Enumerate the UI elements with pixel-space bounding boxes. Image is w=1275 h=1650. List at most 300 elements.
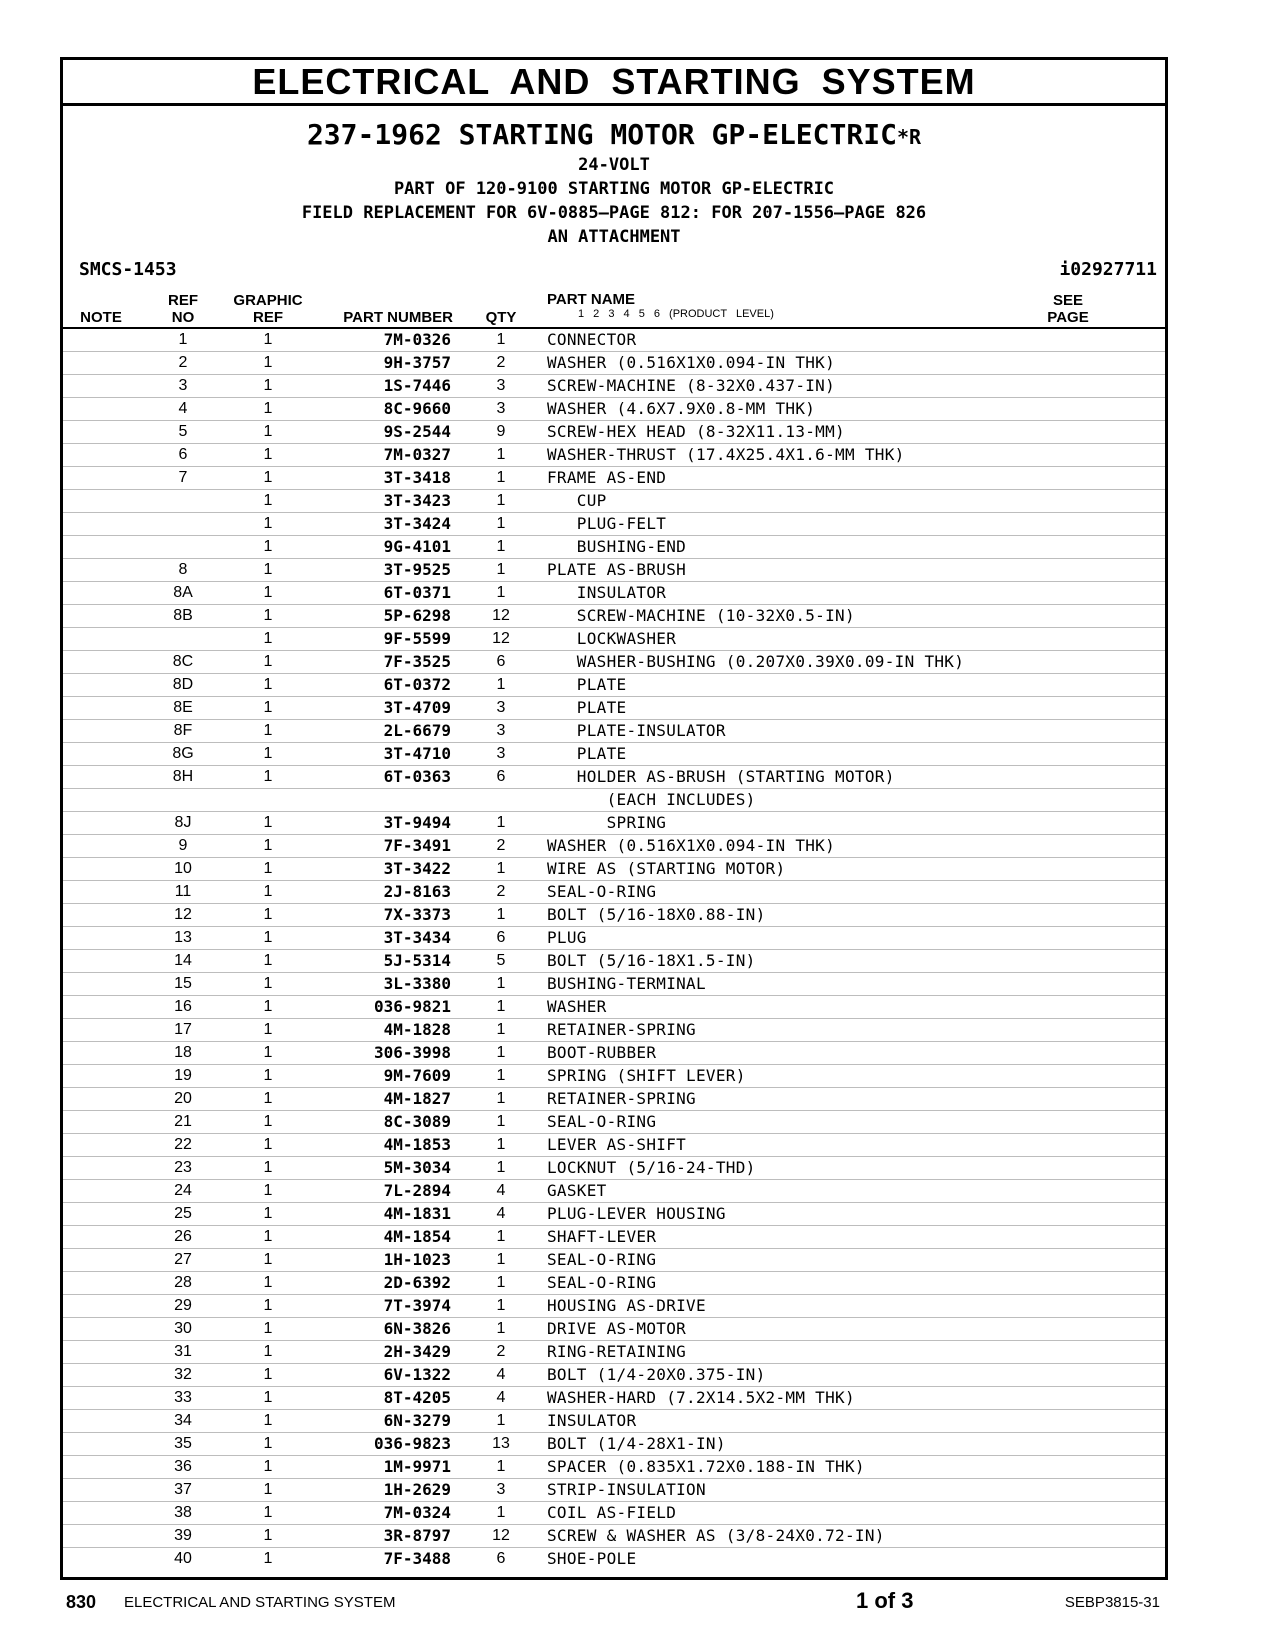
part-number-cell: 7F-3491 (383, 836, 451, 855)
ref-no-cell: 8C (172, 653, 194, 670)
part-number-cell: 1S-7446 (383, 376, 451, 395)
part-number-cell: 3T-3422 (383, 859, 451, 878)
table-row (63, 444, 1165, 467)
graphic-ref-cell: 1 (263, 331, 273, 348)
qty-cell: 1 (496, 561, 506, 578)
table-row (63, 421, 1165, 444)
ref-no-cell: 1 (178, 331, 188, 348)
ref-no-cell: 33 (174, 1389, 192, 1406)
graphic-ref-cell: 1 (263, 952, 273, 969)
table-row (63, 1249, 1165, 1272)
qty-cell: 1 (496, 1320, 506, 1337)
ref-no-cell: 18 (174, 1044, 192, 1061)
qty-cell: 1 (496, 860, 506, 877)
qty-cell: 1 (496, 584, 506, 601)
table-row (63, 490, 1165, 513)
part-number-cell: 4M-1827 (383, 1089, 451, 1108)
part-number-cell: 3L-3380 (383, 974, 451, 993)
table-row (63, 927, 1165, 950)
footer-page-of: 1 of 3 (856, 1588, 914, 1613)
qty-cell: 1 (496, 331, 506, 348)
part-name-cell: WASHER (4.6X7.9X0.8-MM THK) (547, 399, 816, 418)
graphic-ref-cell: 1 (263, 492, 273, 509)
table-row (63, 1479, 1165, 1502)
part-name-cell: STRIP-INSULATION (547, 1480, 706, 1499)
qty-cell: 3 (496, 377, 506, 394)
graphic-ref-cell: 1 (263, 722, 273, 739)
graphic-ref-cell: 1 (263, 1366, 273, 1383)
qty-cell: 2 (496, 354, 506, 371)
part-number-cell: 3T-9525 (383, 560, 451, 579)
graphic-ref-cell: 1 (263, 814, 273, 831)
graphic-ref-cell: 1 (263, 860, 273, 877)
table-row (63, 559, 1165, 582)
ref-no-cell: 21 (174, 1113, 192, 1130)
ref-no-cell: 3 (178, 377, 188, 394)
part-number-cell: 1H-2629 (383, 1480, 451, 1499)
part-name-cell: SCREW-HEX HEAD (8-32X11.13-MM) (547, 422, 845, 441)
ref-no-cell: 10 (174, 860, 192, 877)
table-row (63, 812, 1165, 835)
part-number-cell: 7M-0326 (383, 330, 451, 349)
part-name-cell: SCREW-MACHINE (10-32X0.5-IN) (547, 606, 855, 625)
table-row (63, 743, 1165, 766)
col-see-page-line2: PAGE (1047, 309, 1089, 326)
part-name-cell: SPRING (547, 813, 667, 832)
graphic-ref-cell: 1 (263, 1527, 273, 1544)
graphic-ref-cell: 1 (263, 883, 273, 900)
table-row (63, 766, 1165, 789)
table-row (63, 1065, 1165, 1088)
part-number-cell: 6N-3826 (383, 1319, 451, 1338)
col-see-page-line1: SEE (1052, 292, 1083, 309)
table-row (63, 1502, 1165, 1525)
graphic-ref-cell: 1 (263, 630, 273, 647)
part-number-cell: 9G-4101 (383, 537, 451, 556)
part-number-cell: 4M-1828 (383, 1020, 451, 1039)
part-number-cell: 6T-0372 (383, 675, 451, 694)
table-row (63, 536, 1165, 559)
part-name-cell: PLUG-FELT (547, 514, 667, 533)
part-number-cell: 6N-3279 (383, 1411, 451, 1430)
qty-cell: 1 (496, 1297, 506, 1314)
part-number-cell: 8C-3089 (383, 1112, 451, 1131)
col-graphic-ref-line1: GRAPHIC (233, 292, 303, 309)
graphic-ref-cell: 1 (263, 745, 273, 762)
ref-no-cell: 8B (173, 607, 193, 624)
column-headers (63, 287, 1165, 327)
ref-no-cell: 8G (172, 745, 194, 762)
ref-no-cell: 31 (174, 1343, 192, 1360)
table-row (63, 352, 1165, 375)
part-name-cell: BUSHING-TERMINAL (547, 974, 706, 993)
table-row (63, 1134, 1165, 1157)
qty-cell: 5 (496, 952, 506, 969)
graphic-ref-cell: 1 (263, 400, 273, 417)
graphic-ref-cell: 1 (263, 1458, 273, 1475)
footer-section-name: ELECTRICAL AND STARTING SYSTEM (124, 1594, 396, 1611)
part-number-cell: 7L-2894 (383, 1181, 451, 1200)
page-footer (60, 1582, 1168, 1622)
graphic-ref-cell: 1 (263, 1504, 273, 1521)
graphic-ref-cell: 1 (263, 699, 273, 716)
qty-cell: 1 (496, 1504, 506, 1521)
group-title (63, 119, 1165, 153)
part-number-cell: 9H-3757 (383, 353, 451, 372)
ref-no-cell: 2 (178, 354, 188, 371)
ref-no-cell: 20 (174, 1090, 192, 1107)
ref-no-cell: 24 (174, 1182, 192, 1199)
part-name-cell: FRAME AS-END (547, 468, 667, 487)
part-name-cell: HOUSING AS-DRIVE (547, 1296, 706, 1315)
table-row (63, 858, 1165, 881)
qty-cell: 3 (496, 1481, 506, 1498)
section-title: ELECTRICAL AND STARTING SYSTEM (63, 60, 1165, 106)
table-row (63, 1042, 1165, 1065)
graphic-ref-cell: 1 (263, 584, 273, 601)
table-row (63, 1157, 1165, 1180)
graphic-ref-cell: 1 (263, 1297, 273, 1314)
part-name-cell: INSULATOR (547, 583, 667, 602)
header-line-attachment: AN ATTACHMENT (547, 227, 681, 247)
part-name-cell: BOLT (1/4-20X0.375-IN) (547, 1365, 766, 1384)
part-number-cell: 4M-1853 (383, 1135, 451, 1154)
qty-cell: 12 (492, 607, 510, 624)
part-number-cell: 1M-9971 (383, 1457, 451, 1476)
group-title-suffix: *R (896, 125, 922, 149)
graphic-ref-cell: 1 (263, 1274, 273, 1291)
graphic-ref-cell: 1 (263, 1481, 273, 1498)
qty-cell: 1 (496, 492, 506, 509)
part-name-cell: PLUG-LEVER HOUSING (547, 1204, 726, 1223)
qty-cell: 12 (492, 630, 510, 647)
qty-cell: 1 (496, 1136, 506, 1153)
part-number-cell: 9F-5599 (383, 629, 451, 648)
table-row (63, 651, 1165, 674)
graphic-ref-cell: 1 (263, 1159, 273, 1176)
graphic-ref-cell: 1 (263, 1228, 273, 1245)
graphic-ref-cell: 1 (263, 1320, 273, 1337)
table-row (63, 1180, 1165, 1203)
ref-no-cell: 8E (173, 699, 193, 716)
part-name-cell: COIL AS-FIELD (547, 1503, 677, 1522)
part-name-cell: RETAINER-SPRING (547, 1089, 696, 1108)
part-name-cell: CUP (547, 491, 607, 510)
graphic-ref-cell: 1 (263, 1090, 273, 1107)
part-number-cell: 7M-0327 (383, 445, 451, 464)
table-row (63, 835, 1165, 858)
table-row (63, 674, 1165, 697)
graphic-ref-cell: 1 (263, 1412, 273, 1429)
ref-no-cell: 13 (174, 929, 192, 946)
part-name-cell: LOCKNUT (5/16-24-THD) (547, 1158, 756, 1177)
table-row (63, 628, 1165, 651)
qty-cell: 1 (496, 1113, 506, 1130)
qty-cell: 1 (496, 676, 506, 693)
qty-cell: 1 (496, 975, 506, 992)
ref-no-cell: 26 (174, 1228, 192, 1245)
qty-cell: 4 (496, 1182, 506, 1199)
ref-no-cell: 25 (174, 1205, 192, 1222)
part-name-cell: PLATE (547, 675, 627, 694)
ref-no-cell: 8H (172, 768, 194, 785)
qty-cell: 12 (492, 1527, 510, 1544)
ref-no-cell: 28 (174, 1274, 192, 1291)
graphic-ref-cell: 1 (263, 446, 273, 463)
qty-cell: 3 (496, 745, 506, 762)
graphic-ref-cell: 1 (263, 1021, 273, 1038)
part-number-cell: 036-9821 (373, 997, 451, 1016)
qty-cell: 6 (496, 653, 506, 670)
ref-no-cell: 14 (174, 952, 192, 969)
part-number-cell: 3T-4710 (383, 744, 451, 763)
ref-no-cell: 8F (173, 722, 193, 739)
table-row (63, 1226, 1165, 1249)
group-title-text: 237-1962 STARTING MOTOR GP-ELECTRIC (306, 118, 897, 151)
ref-no-cell: 39 (174, 1527, 192, 1544)
col-qty: QTY (485, 309, 517, 326)
part-name-cell: SEAL-O-RING (547, 1112, 657, 1131)
part-number-cell: 2J-8163 (383, 882, 451, 901)
ref-no-cell: 11 (174, 883, 192, 900)
part-name-cell: WIRE AS (STARTING MOTOR) (547, 859, 786, 878)
footer-page-number: 830 (66, 1592, 97, 1612)
part-number-cell: 2H-3429 (383, 1342, 451, 1361)
ref-no-cell: 32 (174, 1366, 192, 1383)
qty-cell: 3 (496, 400, 506, 417)
part-name-cell: INSULATOR (547, 1411, 637, 1430)
smcs-code: SMCS-1453 (79, 259, 177, 280)
part-number-cell: 2L-6679 (383, 721, 451, 740)
table-row (63, 1456, 1165, 1479)
table-row (63, 1111, 1165, 1134)
part-name-cell: LEVER AS-SHIFT (547, 1135, 687, 1154)
part-name-cell: DRIVE AS-MOTOR (547, 1319, 687, 1338)
part-number-cell: 6T-0371 (383, 583, 451, 602)
part-number-cell: 6V-1322 (383, 1365, 451, 1384)
part-number-cell: 306-3998 (373, 1043, 451, 1062)
table-row (63, 1548, 1165, 1570)
part-name-cell: WASHER (0.516X1X0.094-IN THK) (547, 353, 836, 372)
part-name-cell: SCREW & WASHER AS (3/8-24X0.72-IN) (547, 1526, 885, 1545)
table-row (63, 1088, 1165, 1111)
ref-no-cell: 6 (178, 446, 188, 463)
qty-cell: 1 (496, 446, 506, 463)
part-number-cell: 1H-1023 (383, 1250, 451, 1269)
table-row (63, 582, 1165, 605)
part-name-cell: BOLT (5/16-18X1.5-IN) (547, 951, 756, 970)
part-name-cell: RETAINER-SPRING (547, 1020, 696, 1039)
qty-cell: 1 (496, 1021, 506, 1038)
ref-no-cell: 35 (174, 1435, 192, 1452)
table-row (63, 881, 1165, 904)
table-row (63, 1295, 1165, 1318)
graphic-ref-cell: 1 (263, 607, 273, 624)
table-row (63, 1433, 1165, 1456)
qty-cell: 13 (492, 1435, 510, 1452)
graphic-ref-cell: 1 (263, 975, 273, 992)
ref-no-cell: 16 (174, 998, 192, 1015)
qty-cell: 1 (496, 469, 506, 486)
ref-no-cell: 36 (174, 1458, 192, 1475)
col-part-number: PART NUMBER (343, 309, 453, 326)
table-row (63, 904, 1165, 927)
part-number-cell: 7X-3373 (383, 905, 451, 924)
part-number-cell: 3T-9494 (383, 813, 451, 832)
qty-cell: 1 (496, 1274, 506, 1291)
table-row (63, 720, 1165, 743)
part-name-cell: PLUG (547, 928, 587, 947)
part-number-cell: 3T-4709 (383, 698, 451, 717)
qty-cell: 6 (496, 1550, 506, 1567)
table-row (63, 1364, 1165, 1387)
part-name-cell: SHAFT-LEVER (547, 1227, 657, 1246)
part-name-cell: PLATE AS-BRUSH (547, 560, 687, 579)
document-identifier: i02927711 (1059, 259, 1157, 280)
part-name-cell: PLATE (547, 698, 627, 717)
header-line-voltage: 24-VOLT (578, 155, 650, 175)
part-name-cell: SCREW-MACHINE (8-32X0.437-IN) (547, 376, 836, 395)
part-name-cell: BOLT (1/4-28X1-IN) (547, 1434, 726, 1453)
table-row (63, 1203, 1165, 1226)
part-number-cell: 3T-3418 (383, 468, 451, 487)
graphic-ref-cell: 1 (263, 469, 273, 486)
col-ref-no-line2: NO (171, 309, 195, 326)
qty-cell: 1 (496, 814, 506, 831)
qty-cell: 1 (496, 1458, 506, 1475)
part-number-cell: 9M-7609 (383, 1066, 451, 1085)
ref-no-cell: 9 (178, 837, 188, 854)
part-number-cell: 7T-3974 (383, 1296, 451, 1315)
ref-no-cell: 34 (174, 1412, 192, 1429)
ref-no-cell: 23 (174, 1159, 192, 1176)
graphic-ref-cell: 1 (263, 538, 273, 555)
table-row (63, 1387, 1165, 1410)
qty-cell: 3 (496, 722, 506, 739)
part-number-cell: 4M-1854 (383, 1227, 451, 1246)
qty-cell: 1 (496, 1044, 506, 1061)
ref-no-cell: 38 (174, 1504, 192, 1521)
graphic-ref-cell: 1 (263, 354, 273, 371)
table-row (63, 950, 1165, 973)
ref-no-cell: 7 (178, 469, 188, 486)
graphic-ref-cell: 1 (263, 1067, 273, 1084)
part-name-cell: SHOE-POLE (547, 1549, 637, 1568)
table-row (63, 1410, 1165, 1433)
table-row (63, 1019, 1165, 1042)
graphic-ref-cell: 1 (263, 1044, 273, 1061)
ref-no-cell: 8D (172, 676, 194, 693)
part-name-cell: BOLT (5/16-18X0.88-IN) (547, 905, 766, 924)
qty-cell: 6 (496, 929, 506, 946)
part-name-cell: WASHER (0.516X1X0.094-IN THK) (547, 836, 836, 855)
part-number-cell: 7F-3525 (383, 652, 451, 671)
table-row (63, 1272, 1165, 1295)
part-number-cell: 5P-6298 (383, 606, 451, 625)
part-name-cell: SPACER (0.835X1.72X0.188-IN THK) (547, 1457, 865, 1476)
part-number-cell: 5M-3034 (383, 1158, 451, 1177)
col-product-level: 1 2 3 4 5 6 (PRODUCT LEVEL) (578, 308, 774, 320)
graphic-ref-cell: 1 (263, 998, 273, 1015)
table-row (63, 1318, 1165, 1341)
graphic-ref-cell: 1 (263, 929, 273, 946)
qty-cell: 1 (496, 1090, 506, 1107)
table-row (63, 467, 1165, 490)
graphic-ref-cell: 1 (263, 906, 273, 923)
part-number-cell: 8C-9660 (383, 399, 451, 418)
table-row (63, 697, 1165, 720)
part-name-cell: SEAL-O-RING (547, 882, 657, 901)
qty-cell: 9 (496, 423, 506, 440)
graphic-ref-cell: 1 (263, 1205, 273, 1222)
ref-no-cell: 12 (174, 906, 192, 923)
part-number-cell: 9S-2544 (383, 422, 451, 441)
graphic-ref-cell: 1 (263, 377, 273, 394)
part-number-cell: 7F-3488 (383, 1549, 451, 1568)
graphic-ref-cell: 1 (263, 1251, 273, 1268)
part-name-cell: WASHER-THRUST (17.4X25.4X1.6-MM THK) (547, 445, 905, 464)
ref-no-cell: 8A (173, 584, 193, 601)
graphic-ref-cell: 1 (263, 423, 273, 440)
ref-no-cell: 30 (174, 1320, 192, 1337)
qty-cell: 2 (496, 1343, 506, 1360)
qty-cell: 1 (496, 538, 506, 555)
part-name-cell: SPRING (SHIFT LEVER) (547, 1066, 746, 1085)
graphic-ref-cell: 1 (263, 561, 273, 578)
ref-no-cell: 17 (174, 1021, 192, 1038)
part-number-cell: 6T-0363 (383, 767, 451, 786)
table-row (63, 1525, 1165, 1548)
part-number-cell: 036-9823 (373, 1434, 451, 1453)
table-row (63, 1341, 1165, 1364)
graphic-ref-cell: 1 (263, 1182, 273, 1199)
ref-no-cell: 27 (174, 1251, 192, 1268)
part-name-cell: CONNECTOR (547, 330, 637, 349)
qty-cell: 6 (496, 768, 506, 785)
qty-cell: 1 (496, 998, 506, 1015)
header-line-part-of: PART OF 120-9100 STARTING MOTOR GP-ELECTRIC (393, 179, 835, 199)
part-name-cell: SEAL-O-RING (547, 1273, 657, 1292)
ref-no-cell: 22 (174, 1136, 192, 1153)
part-name-cell: BUSHING-END (547, 537, 687, 556)
part-name-cell: SEAL-O-RING (547, 1250, 657, 1269)
table-row (63, 605, 1165, 628)
graphic-ref-cell: 1 (263, 1435, 273, 1452)
part-number-cell: 7M-0324 (383, 1503, 451, 1522)
col-note: NOTE (80, 309, 122, 326)
part-number-cell: 3T-3434 (383, 928, 451, 947)
part-number-cell: 8T-4205 (383, 1388, 451, 1407)
table-row (63, 513, 1165, 536)
graphic-ref-cell: 1 (263, 653, 273, 670)
footer-document-id: SEBP3815-31 (1064, 1594, 1160, 1611)
qty-cell: 1 (496, 906, 506, 923)
table-row (63, 398, 1165, 421)
part-name-cell: (EACH INCLUDES) (547, 790, 756, 809)
part-name-cell: WASHER-BUSHING (0.207X0.39X0.09-IN THK) (547, 652, 965, 671)
qty-cell: 4 (496, 1366, 506, 1383)
part-name-cell: GASKET (547, 1181, 607, 1200)
ref-no-cell: 5 (178, 423, 188, 440)
part-name-cell: PLATE-INSULATOR (547, 721, 726, 740)
graphic-ref-cell: 1 (263, 1550, 273, 1567)
qty-cell: 1 (496, 515, 506, 532)
graphic-ref-cell: 1 (263, 515, 273, 532)
ref-no-cell: 15 (174, 975, 192, 992)
ref-no-cell: 29 (174, 1297, 192, 1314)
qty-cell: 3 (496, 699, 506, 716)
parts-page-frame (60, 57, 1168, 1580)
